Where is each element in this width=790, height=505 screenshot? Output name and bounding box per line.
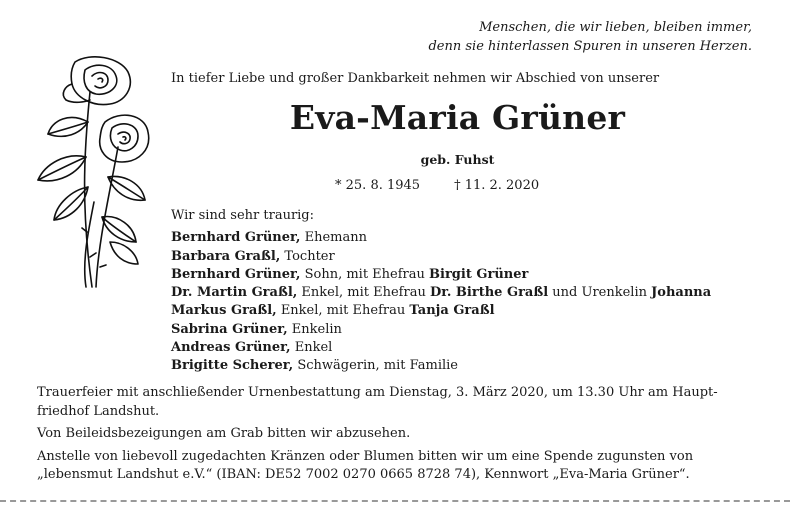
mourner-spouse: Birgit Grüner [429, 266, 529, 282]
donation-line-1: Anstelle von liebevoll zugedachten Kränzen oder Blumen bitten wir um eine Spende zugunsten von [37, 448, 694, 464]
funeral-info-line-1: Trauerfeier mit anschließender Urnenbestattung am Dienstag, 3. März 2020, um 13.30 Uhr am Haupt- [37, 385, 718, 400]
mourner-name: Sabrina Grüner, [171, 321, 288, 337]
mourner-name: Andreas Grüner, [171, 340, 291, 356]
motto-line-2: denn sie hinterlassen Spuren in unseren Herzen. [428, 39, 752, 54]
motto-quote [380, 18, 752, 56]
funeral-info-line-2: friedhof Landshut. [37, 403, 160, 419]
mourner-name: Brigitte Scherer, [171, 358, 294, 374]
mourner-relation: Enkel, mit Ehefrau [297, 285, 430, 301]
mourner-spouse: Dr. Birthe Graßl [429, 285, 549, 301]
mourners-list [171, 207, 711, 376]
mourner-name: Barbara Graßl, [171, 248, 281, 264]
mourner-name: Markus Graßl, [171, 303, 277, 319]
mourner-relation: Schwägerin, mit Familie [293, 358, 459, 374]
funeral-info [37, 384, 753, 421]
mourner-row [171, 302, 711, 320]
mourner-name: Bernhard Grüner, [171, 266, 301, 282]
birth-date: * 25. 8. 1945 [335, 178, 421, 193]
mourner-row [171, 284, 711, 302]
mourner-row [171, 339, 711, 357]
death-date: † 11. 2. 2020 [454, 178, 540, 193]
mourner-relation: Sohn, mit Ehefrau [300, 266, 430, 282]
mourner-relation: Enkel, mit Ehefrau [276, 303, 410, 319]
mourner-row [171, 229, 711, 247]
mourner-row [171, 321, 711, 339]
cut-line [0, 500, 790, 502]
deceased-name: Eva-Maria Grüner [289, 98, 626, 137]
mourner-spouse: Tanja Graßl [409, 303, 495, 319]
donation-line-2: „lebensmut Landshut e.V.“ (IBAN: DE52 7002 0270 0665 8728 74), Kennwort „Eva-Maria Grüner“. [37, 467, 690, 482]
rose-icon [30, 52, 155, 297]
mourner-relation-2: und Urenkelin [548, 285, 652, 301]
maiden-name: geb. Fuhst [420, 152, 495, 167]
mourner-relation: Ehemann [300, 230, 367, 246]
intro-text: In tiefer Liebe und großer Dankbarkeit nehmen wir Abschied von unserer [171, 71, 660, 86]
motto-line-1: Menschen, die wir lieben, bleiben immer, [479, 20, 752, 35]
mourner-relation: Tochter [280, 248, 335, 264]
donation-request [37, 448, 753, 485]
mourner-row [171, 266, 711, 284]
mourner-name: Dr. Martin Graßl, [171, 285, 298, 301]
mourner-name: Bernhard Grüner, [171, 230, 301, 246]
mourner-greatgrandchild: Johanna [651, 285, 712, 301]
mourner-relation: Enkelin [287, 321, 342, 337]
life-dates [335, 178, 539, 193]
notice-footer [37, 384, 753, 489]
mourner-relation: Enkel [290, 340, 333, 356]
mourners-lead: Wir sind sehr traurig: [171, 208, 315, 223]
condolence-note: Von Beileidsbezeigungen am Grab bitten wir abzusehen. [37, 426, 411, 441]
mourner-row [171, 357, 711, 375]
mourner-row [171, 248, 711, 266]
